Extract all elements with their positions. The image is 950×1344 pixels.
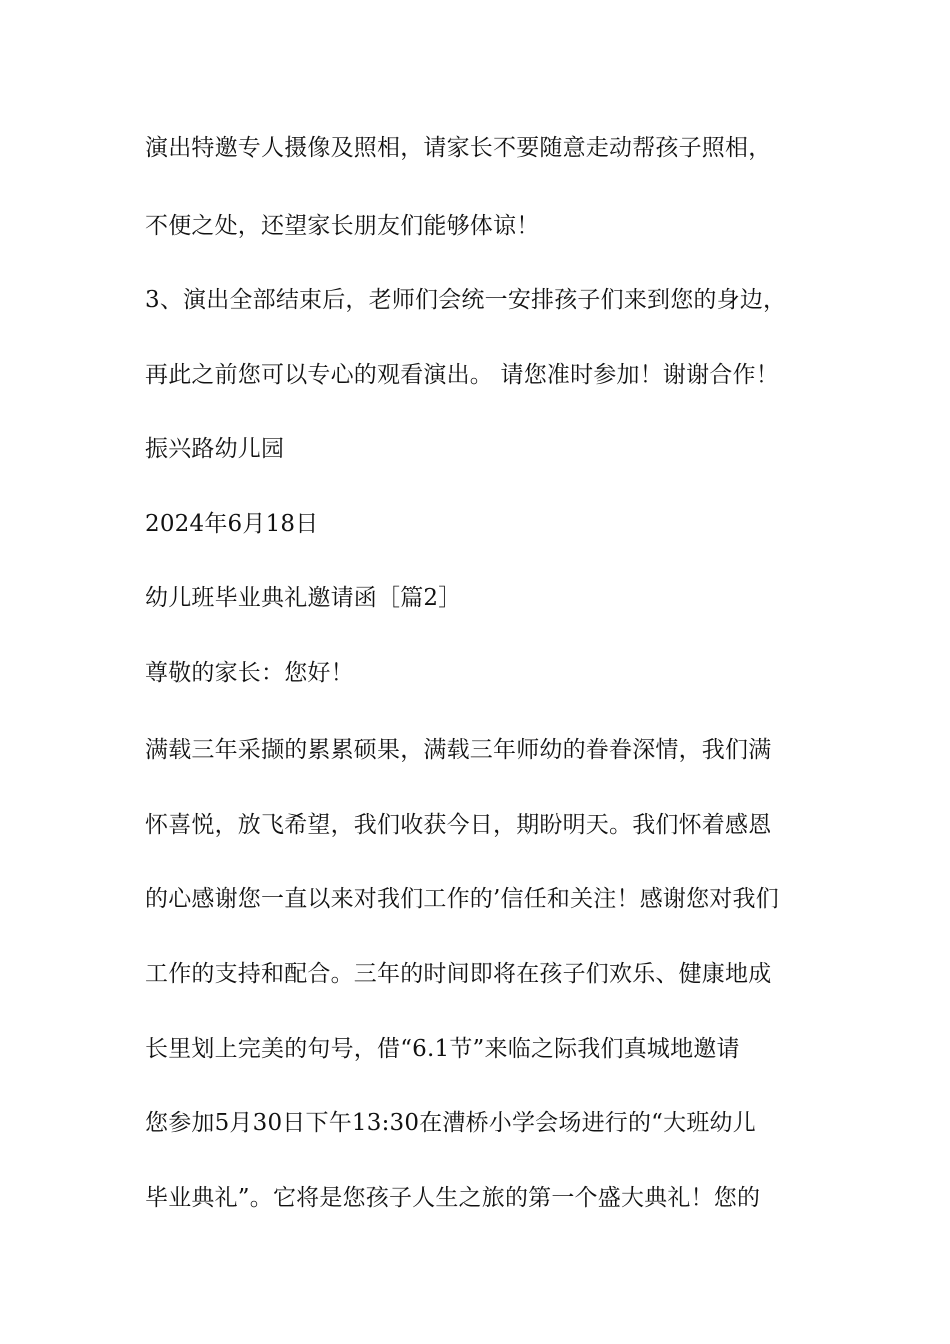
text-line-12: 工作的支持和配合。三年的时间即将在孩子们欢乐、健康地成	[145, 961, 772, 987]
signature-school-name: 振兴路幼儿园	[145, 436, 285, 462]
text-line-13: 长里划上完美的句号，借“6.1节”来临之际我们真城地邀请	[145, 1036, 740, 1062]
text-line-4: 再此之前您可以专心的观看演出。 请您准时参加！谢谢合作！	[145, 362, 779, 388]
section-title: 幼儿班毕业典礼邀请函［篇2］	[145, 585, 462, 611]
text-line-3: 3、演出全部结束后，老师们会统一安排孩子们来到您的身边，	[145, 287, 787, 313]
text-line-1: 演出特邀专人摄像及照相，请家长不要随意走动帮孩子照相，	[145, 135, 772, 161]
text-line-10: 怀喜悦，放飞希望，我们收获今日，期盼明天。我们怀着感恩	[145, 812, 772, 838]
text-line-14: 您参加5月30日下午13:30在漕桥小学会场进行的“大班幼儿	[145, 1110, 756, 1136]
salutation: 尊敬的家长：您好！	[145, 660, 354, 686]
text-line-15: 毕业典礼”。它将是您孩子人生之旅的第一个盛大典礼！您的	[145, 1185, 761, 1211]
text-line-9: 满载三年采撷的累累硕果，满载三年师幼的眷眷深情，我们满	[145, 737, 772, 763]
text-line-11: 的心感谢您一直以来对我们工作的’信任和关注！感谢您对我们	[145, 886, 779, 912]
signature-date: 2024年6月18日	[145, 511, 319, 537]
text-line-2: 不便之处，还望家长朋友们能够体谅！	[145, 213, 540, 239]
